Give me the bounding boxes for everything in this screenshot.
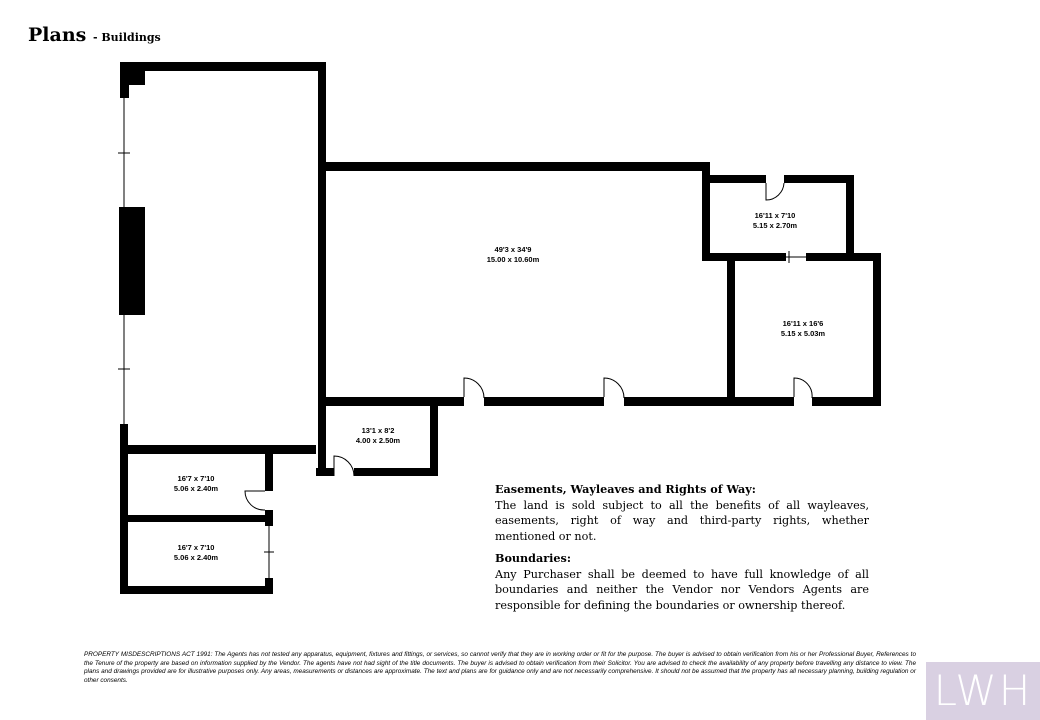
wall bbox=[727, 253, 735, 406]
wall bbox=[120, 62, 129, 98]
wall bbox=[624, 397, 794, 406]
wall bbox=[812, 397, 881, 406]
room-dim-imperial: 16'7 x 7'10 bbox=[177, 543, 215, 552]
title-text: Plans bbox=[28, 24, 87, 46]
room-dim-metric: 5.06 x 2.40m bbox=[173, 484, 219, 493]
door-swing bbox=[766, 183, 784, 200]
wall bbox=[318, 400, 326, 476]
wall bbox=[846, 175, 854, 259]
wall bbox=[265, 445, 273, 491]
easements-block bbox=[495, 482, 869, 544]
easements-text: The land is sold subject to all the benefits of all wayleaves, easements, right of way and third-party rights, whether mentioned or not. bbox=[495, 498, 869, 543]
wall bbox=[318, 397, 464, 406]
wall bbox=[119, 207, 145, 315]
room-dim-imperial: 16'7 x 7'10 bbox=[177, 474, 215, 483]
room-dim-metric: 5.06 x 2.40m bbox=[173, 553, 219, 562]
room-dim-metric: 4.00 x 2.50m bbox=[355, 436, 401, 445]
wall bbox=[129, 71, 145, 85]
wall bbox=[316, 468, 334, 476]
wall bbox=[873, 253, 881, 406]
door-swing bbox=[334, 456, 354, 476]
boundaries-text: Any Purchaser shall be deemed to have full knowledge of all boundaries and neither the Vendor nor Vendors Agents are responsible for defining the boundaries or ownership thereof. bbox=[495, 567, 869, 612]
wall bbox=[484, 397, 604, 406]
wall bbox=[318, 162, 710, 171]
wall bbox=[784, 175, 854, 183]
easements-heading: Easements, Wayleaves and Rights of Way: bbox=[495, 482, 756, 496]
wall bbox=[354, 468, 438, 476]
room-dim-metric: 5.15 x 5.03m bbox=[780, 329, 826, 338]
notes-section bbox=[495, 482, 869, 613]
room-dim-imperial: 16'11 x 7'10 bbox=[754, 211, 796, 220]
agency-logo: LWH bbox=[926, 662, 1040, 720]
door-swing bbox=[464, 378, 484, 398]
disclaimer-text: PROPERTY MISDESCRIPTIONS ACT 1991: The Agents has not tested any apparatus, equipment, fixtures and fittings, or services, so cannot verify that they are in working order or fit for the purpose. The buyer is advised to obtain verification from his or her Professional Buyer, References to the Tenure of the property are based on information supplied by the Vendor. The agents have not had sight of the title documents. The buyer is advised to obtain verification from their Solicitor. You are advised to check the availability of any property before travelling any distance to view. The plans and drawings provided are for illustrative purposes only. Any areas, measurements or distances are approximate. The text and plans are for guidance only and are not necessarily comprehensive. It should not be assumed that the property has all necessary planning, building regulation or other consents. bbox=[84, 651, 916, 684]
boundaries-block bbox=[495, 551, 869, 613]
wall bbox=[120, 445, 316, 454]
wall bbox=[702, 175, 766, 183]
room-dim-imperial: 16'11 x 16'6 bbox=[782, 319, 824, 328]
wall bbox=[430, 400, 438, 476]
room-dim-metric: 5.15 x 2.70m bbox=[752, 221, 798, 230]
room-dim-metric: 15.00 x 10.60m bbox=[486, 255, 540, 264]
page-subtitle: - Buildings bbox=[92, 31, 161, 44]
wall bbox=[120, 586, 273, 594]
wall bbox=[702, 253, 786, 261]
wall bbox=[120, 62, 326, 71]
room-dim-imperial: 49'3 x 34'9 bbox=[494, 245, 532, 254]
wall bbox=[806, 253, 881, 261]
door-swing bbox=[604, 378, 624, 398]
wall bbox=[128, 515, 273, 522]
door-swing bbox=[794, 378, 812, 398]
room-dim-imperial: 13'1 x 8'2 bbox=[361, 426, 395, 435]
wall bbox=[318, 62, 326, 402]
door-swing bbox=[245, 491, 265, 510]
boundaries-heading: Boundaries: bbox=[495, 551, 571, 565]
